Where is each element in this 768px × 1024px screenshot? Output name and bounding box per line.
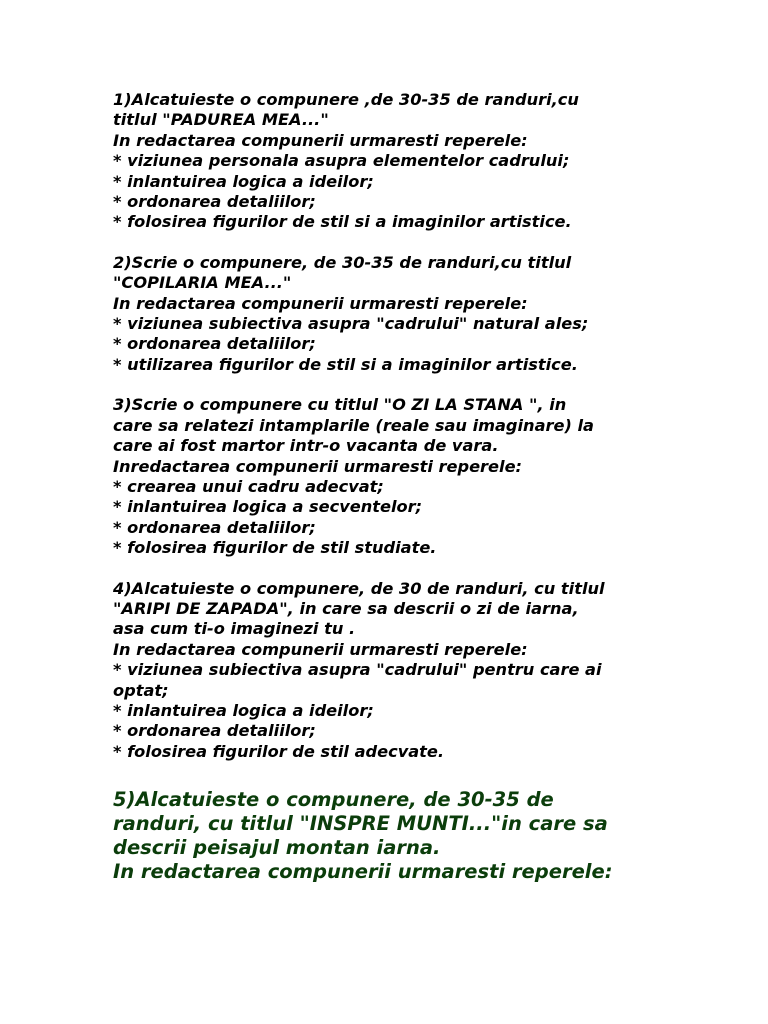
exercise-1-line-5: * inlantuirea logica a ideilor; bbox=[113, 171, 374, 191]
exercise-4-line-2: "ARIPI DE ZAPADA", in care sa descrii o zi de iarna, bbox=[113, 598, 579, 618]
document-page bbox=[113, 90, 753, 904]
exercise-4-line-4: In redactarea compunerii urmaresti reperele: bbox=[113, 639, 528, 659]
exercise-2-line-4: * viziunea subiectiva asupra "cadrului" natural ales; bbox=[113, 314, 589, 334]
exercise-3-line-5: * crearea unui cadru adecvat; bbox=[113, 476, 384, 496]
exercise-3-line-2: care sa relatezi intamplarile (reale sau imaginare) la bbox=[113, 415, 594, 435]
exercise-5 bbox=[113, 788, 753, 884]
exercise-1-line-6: * ordonarea detaliilor; bbox=[113, 192, 316, 212]
exercise-3-line-8: * folosirea figurilor de stil studiate. bbox=[113, 538, 437, 558]
exercise-2-line-5: * ordonarea detaliilor; bbox=[113, 334, 316, 354]
exercise-4-line-3: asa cum ti-o imaginezi tu . bbox=[113, 619, 356, 639]
exercise-5-line-4: In redactarea compunerii urmaresti reperele: bbox=[113, 860, 613, 884]
exercise-4-line-7: * inlantuirea logica a ideilor; bbox=[113, 700, 374, 720]
exercise-2-line-1: 2)Scrie o compunere, de 30-35 de randuri,cu titlul bbox=[113, 252, 572, 272]
exercise-5-line-3: descrii peisajul montan iarna. bbox=[113, 836, 441, 860]
exercise-3-line-3: care ai fost martor intr-o vacanta de vara. bbox=[113, 436, 499, 456]
exercise-1-line-2: titlul "PADUREA MEA..." bbox=[113, 110, 329, 130]
exercise-2-line-3: In redactarea compunerii urmaresti reperele: bbox=[113, 293, 528, 313]
exercise-2-line-6: * utilizarea figurilor de stil si a imaginilor artistice. bbox=[113, 354, 578, 374]
exercise-1-line-7: * folosirea figurilor de stil si a imaginilor artistice. bbox=[113, 212, 572, 232]
exercise-3-line-6: * inlantuirea logica a secventelor; bbox=[113, 497, 423, 517]
exercise-1 bbox=[113, 90, 753, 233]
exercise-5-line-2: randuri, cu titlul "INSPRE MUNTI..."in care sa bbox=[113, 812, 608, 836]
exercise-4-line-8: * ordonarea detaliilor; bbox=[113, 721, 316, 741]
exercise-5-line-1: 5)Alcatuieste o compunere, de 30-35 de bbox=[113, 788, 554, 812]
exercise-3 bbox=[113, 395, 753, 558]
exercise-3-line-1: 3)Scrie o compunere cu titlul "O ZI LA STANA ", in bbox=[113, 395, 567, 415]
exercise-2 bbox=[113, 253, 753, 375]
exercise-4 bbox=[113, 579, 753, 763]
exercise-4-line-9: * folosirea figurilor de stil adecvate. bbox=[113, 741, 445, 761]
exercise-3-line-7: * ordonarea detaliilor; bbox=[113, 517, 316, 537]
exercise-1-line-4: * viziunea personala asupra elementelor cadrului; bbox=[113, 151, 570, 171]
exercise-2-line-2: "COPILARIA MEA..." bbox=[113, 273, 292, 293]
exercise-1-line-3: In redactarea compunerii urmaresti reperele: bbox=[113, 130, 528, 150]
exercise-4-line-5: * viziunea subiectiva asupra "cadrului" pentru care ai bbox=[113, 660, 602, 680]
exercise-1-line-1: 1)Alcatuieste o compunere ,de 30-35 de randuri,cu bbox=[113, 90, 579, 109]
exercise-4-line-1: 4)Alcatuieste o compunere, de 30 de randuri, cu titlul bbox=[113, 578, 605, 598]
exercise-3-line-4: Inredactarea compunerii urmaresti reperele: bbox=[113, 456, 523, 476]
exercise-4-line-6: optat; bbox=[113, 680, 169, 700]
